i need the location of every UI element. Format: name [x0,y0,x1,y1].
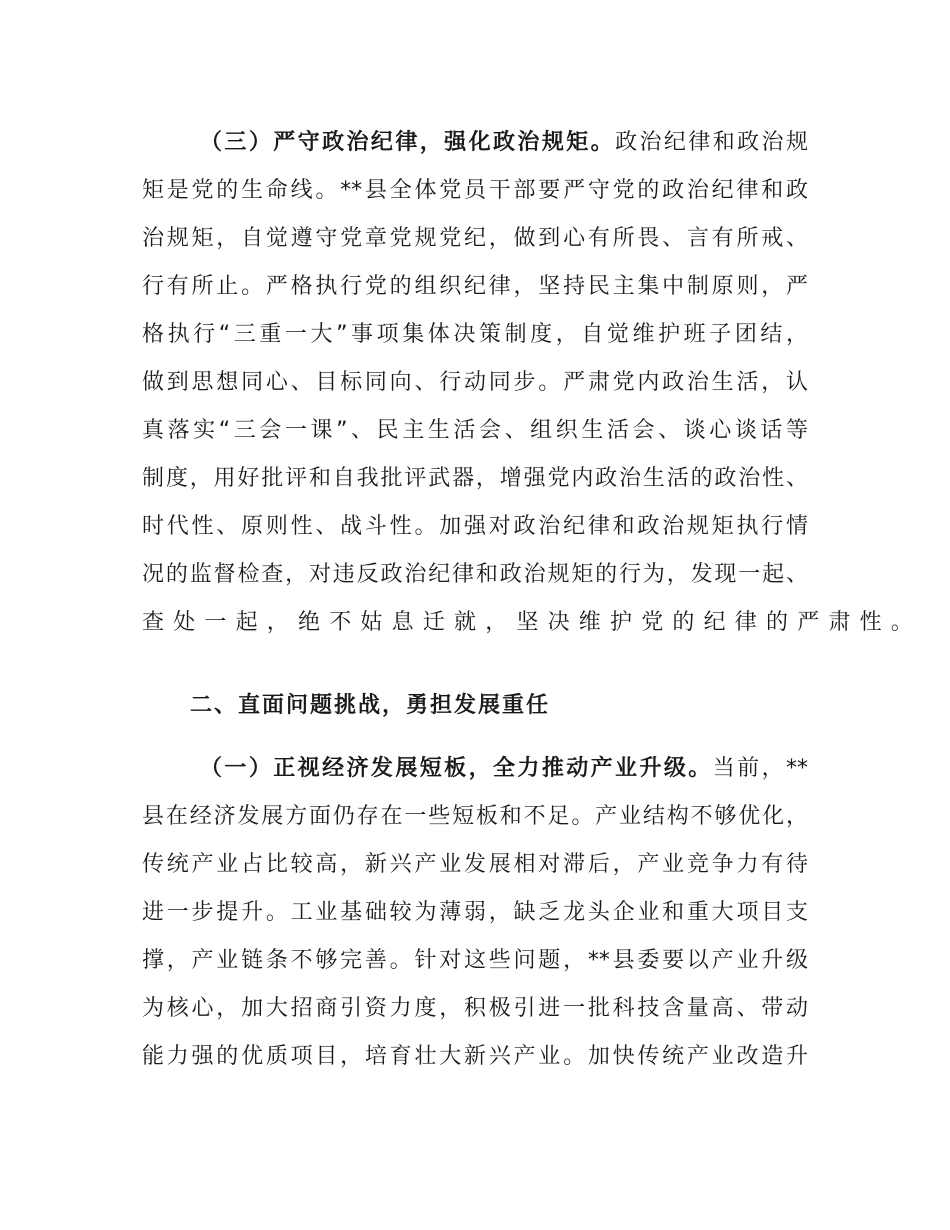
section-title: （一）正视经济发展短板，全力推动产业升级。 [200,756,713,781]
section-title: （三）严守政治纪律，强化政治规矩。 [200,130,616,155]
paragraph-line: 能力强的优质项目，培育壮大新兴产业。加快传统产业改造升 [142,1044,808,1069]
paragraph-line: 制度，用好批评和自我批评武器，增强党内政治生活的政治性、 [142,466,808,491]
paragraph-line [200,119,808,167]
paragraph-line: 撑，产业链条不够完善。针对这些问题，**县委要以产业升级 [142,948,808,973]
line-text: 政治纪律和政治规 [615,130,808,155]
section-heading: 二、直面问题挑战，勇担发展重任 [190,693,551,718]
paragraph-line: 格执行“三重一大”事项集体决策制度，自觉维护班子团结， [142,322,808,347]
line-text: 当前，** [712,756,808,781]
paragraph-line: 为核心，加大招商引资力度，积极引进一批科技含量高、带动 [142,996,808,1021]
paragraph-line: 时代性、原则性、战斗性。加强对政治纪律和政治规矩执行情 [142,514,808,539]
paragraph-line: 矩是党的生命线。**县全体党员干部要严守党的政治纪律和政 [142,178,808,203]
paragraph-line: 况的监督检查，对违反政治纪律和政治规矩的行为，发现一起、 [142,562,808,587]
paragraph-line: 治规矩，自觉遵守党章党规党纪，做到心有所畏、言有所戒、 [142,226,808,251]
paragraph-line: 县在经济发展方面仍存在一些短板和不足。产业结构不够优化， [142,804,808,829]
paragraph-line: 真落实“三会一课”、民主生活会、组织生活会、谈心谈话等 [142,418,808,443]
paragraph-line: 查处一起，绝不姑息迁就，坚决维护党的纪律的严肃性。 [142,610,923,635]
paragraph-line: 传统产业占比较高，新兴产业发展相对滞后，产业竞争力有待 [142,852,808,877]
paragraph-line: 做到思想同心、目标同向、行动同步。严肃党内政治生活，认 [142,370,808,395]
paragraph-line: 进一步提升。工业基础较为薄弱，缺乏龙头企业和重大项目支 [142,900,808,925]
paragraph-line [200,745,808,793]
paragraph-line: 行有所止。严格执行党的组织纪律，坚持民主集中制原则，严 [142,274,808,299]
